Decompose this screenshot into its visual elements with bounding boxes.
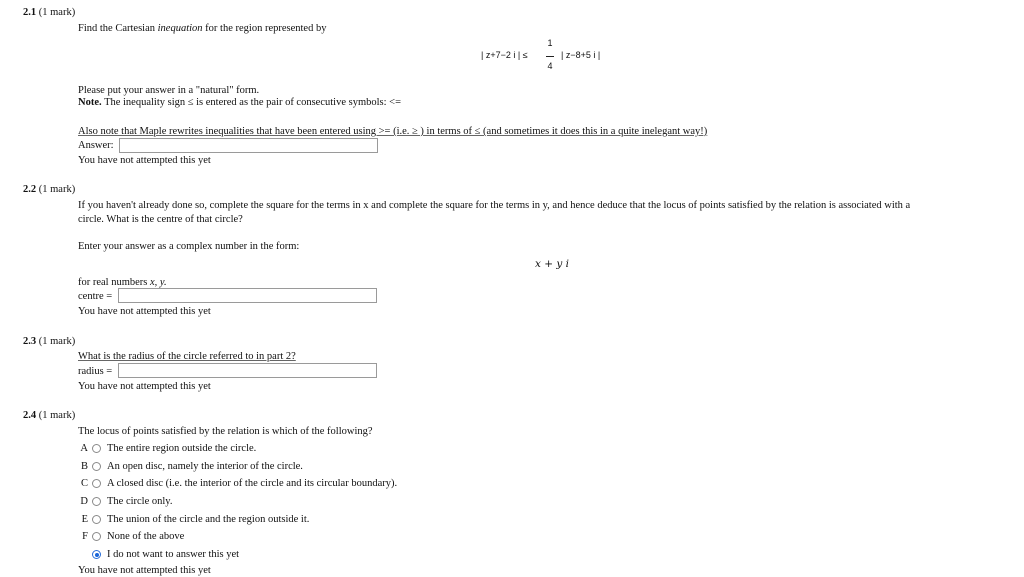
q4-option-a-radio[interactable]: [92, 444, 101, 453]
q4-option-letter: B: [80, 461, 88, 472]
q1-natural-form: Please put your answer in a "natural" form.: [78, 85, 260, 96]
q2-status: You have not attempted this yet: [78, 306, 211, 317]
q4-option-text: The circle only.: [107, 496, 173, 507]
q2-number: 2.2: [23, 184, 37, 195]
q1-answer-input[interactable]: [119, 138, 378, 153]
q1-prompt: [78, 22, 326, 35]
q1-formula-denominator: 4: [547, 61, 553, 71]
q4-status: You have not attempted this yet: [78, 565, 211, 576]
q2-centre-label: centre =: [78, 291, 113, 302]
q2-real-prefix: for real numbers: [78, 277, 148, 288]
q4-option-text: The union of the circle and the region outside it.: [107, 514, 310, 525]
q3-radius-label: radius =: [78, 366, 113, 377]
q1-prompt-prefix: Find the Cartesian: [78, 23, 155, 34]
q4-option-letter: A: [80, 443, 88, 454]
q2-complex-form: x + y i: [535, 258, 570, 270]
q4-option-e-radio[interactable]: [92, 515, 101, 524]
q3-radius-input[interactable]: [118, 363, 377, 378]
q4-option-letter: F: [82, 531, 88, 542]
q4-heading: [23, 409, 75, 422]
q2-marks: (1 mark): [38, 184, 76, 195]
q2-prompt-line2: circle. What is the centre of that circle?: [78, 214, 243, 225]
q2-centre-input[interactable]: [118, 288, 377, 303]
q4-option-text: None of the above: [107, 531, 185, 542]
q4-option-letter: E: [81, 514, 88, 525]
q4-option-text: The entire region outside the circle.: [107, 443, 257, 454]
q2-real-vars: x, y.: [150, 277, 167, 288]
q1-status: You have not attempted this yet: [78, 155, 211, 166]
q2-enter-instruction: Enter your answer as a complex number in the form:: [78, 241, 300, 252]
q1-marks: (1 mark): [38, 7, 76, 18]
q2-prompt-line1: If you haven't already done so, complete the square for the terms in x and complete the square for the terms in y, and hence deduce that the locus of points satisfied by the relation is associated with a: [78, 200, 911, 211]
q4-number: 2.4: [23, 410, 37, 421]
q4-option-text: An open disc, namely the interior of the circle.: [107, 461, 303, 472]
q1-formula-lhs: | z+7−2 i | ≤: [481, 50, 528, 60]
q4-option-letter: D: [80, 496, 88, 507]
q1-prompt-emphasis: inequation: [157, 23, 203, 34]
q1-heading: [23, 6, 75, 19]
q3-status: You have not attempted this yet: [78, 381, 211, 392]
q1-note-text: The inequality sign ≤ is entered as the pair of consecutive symbols: <=: [104, 97, 402, 108]
q4-option-letter: C: [80, 478, 88, 489]
q1-formula-numerator: 1: [547, 38, 553, 48]
q4-no-answer-text: I do not want to answer this yet: [107, 549, 240, 560]
q4-option-b-radio[interactable]: [92, 462, 101, 471]
q3-prompt-text: What is the radius of the circle referred to in part 2?: [78, 351, 296, 362]
q1-formula-fraction-bar: [546, 56, 554, 57]
q1-prompt-suffix: for the region represented by: [205, 23, 327, 34]
q4-option-f-radio[interactable]: [92, 532, 101, 541]
q3-number: 2.3: [23, 336, 37, 347]
q1-also-note: [78, 125, 707, 138]
q1-note: [78, 96, 401, 109]
q2-heading: [23, 183, 75, 196]
q4-prompt: The locus of points satisfied by the relation is which of the following?: [78, 426, 373, 437]
q4-option-c-radio[interactable]: [92, 479, 101, 488]
q3-heading: [23, 335, 75, 348]
q3-prompt: [78, 350, 296, 363]
q4-marks: (1 mark): [38, 410, 76, 421]
q4-option-d-radio[interactable]: [92, 497, 101, 506]
q1-number: 2.1: [23, 7, 37, 18]
q4-no-answer-radio[interactable]: [92, 550, 101, 559]
q1-note-label: Note.: [78, 97, 102, 108]
q3-marks: (1 mark): [38, 336, 76, 347]
q4-option-text: A closed disc (i.e. the interior of the circle and its circular boundary).: [107, 478, 398, 489]
q1-answer-label: Answer:: [78, 140, 114, 151]
q1-also-note-text: Also note that Maple rewrites inequalities that have been entered using >= (i.e. ≥ ) in terms of ≤ (and sometimes it does this in a quite inelegant way!): [78, 126, 708, 137]
q1-formula-rhs: | z−8+5 i |: [561, 50, 601, 60]
